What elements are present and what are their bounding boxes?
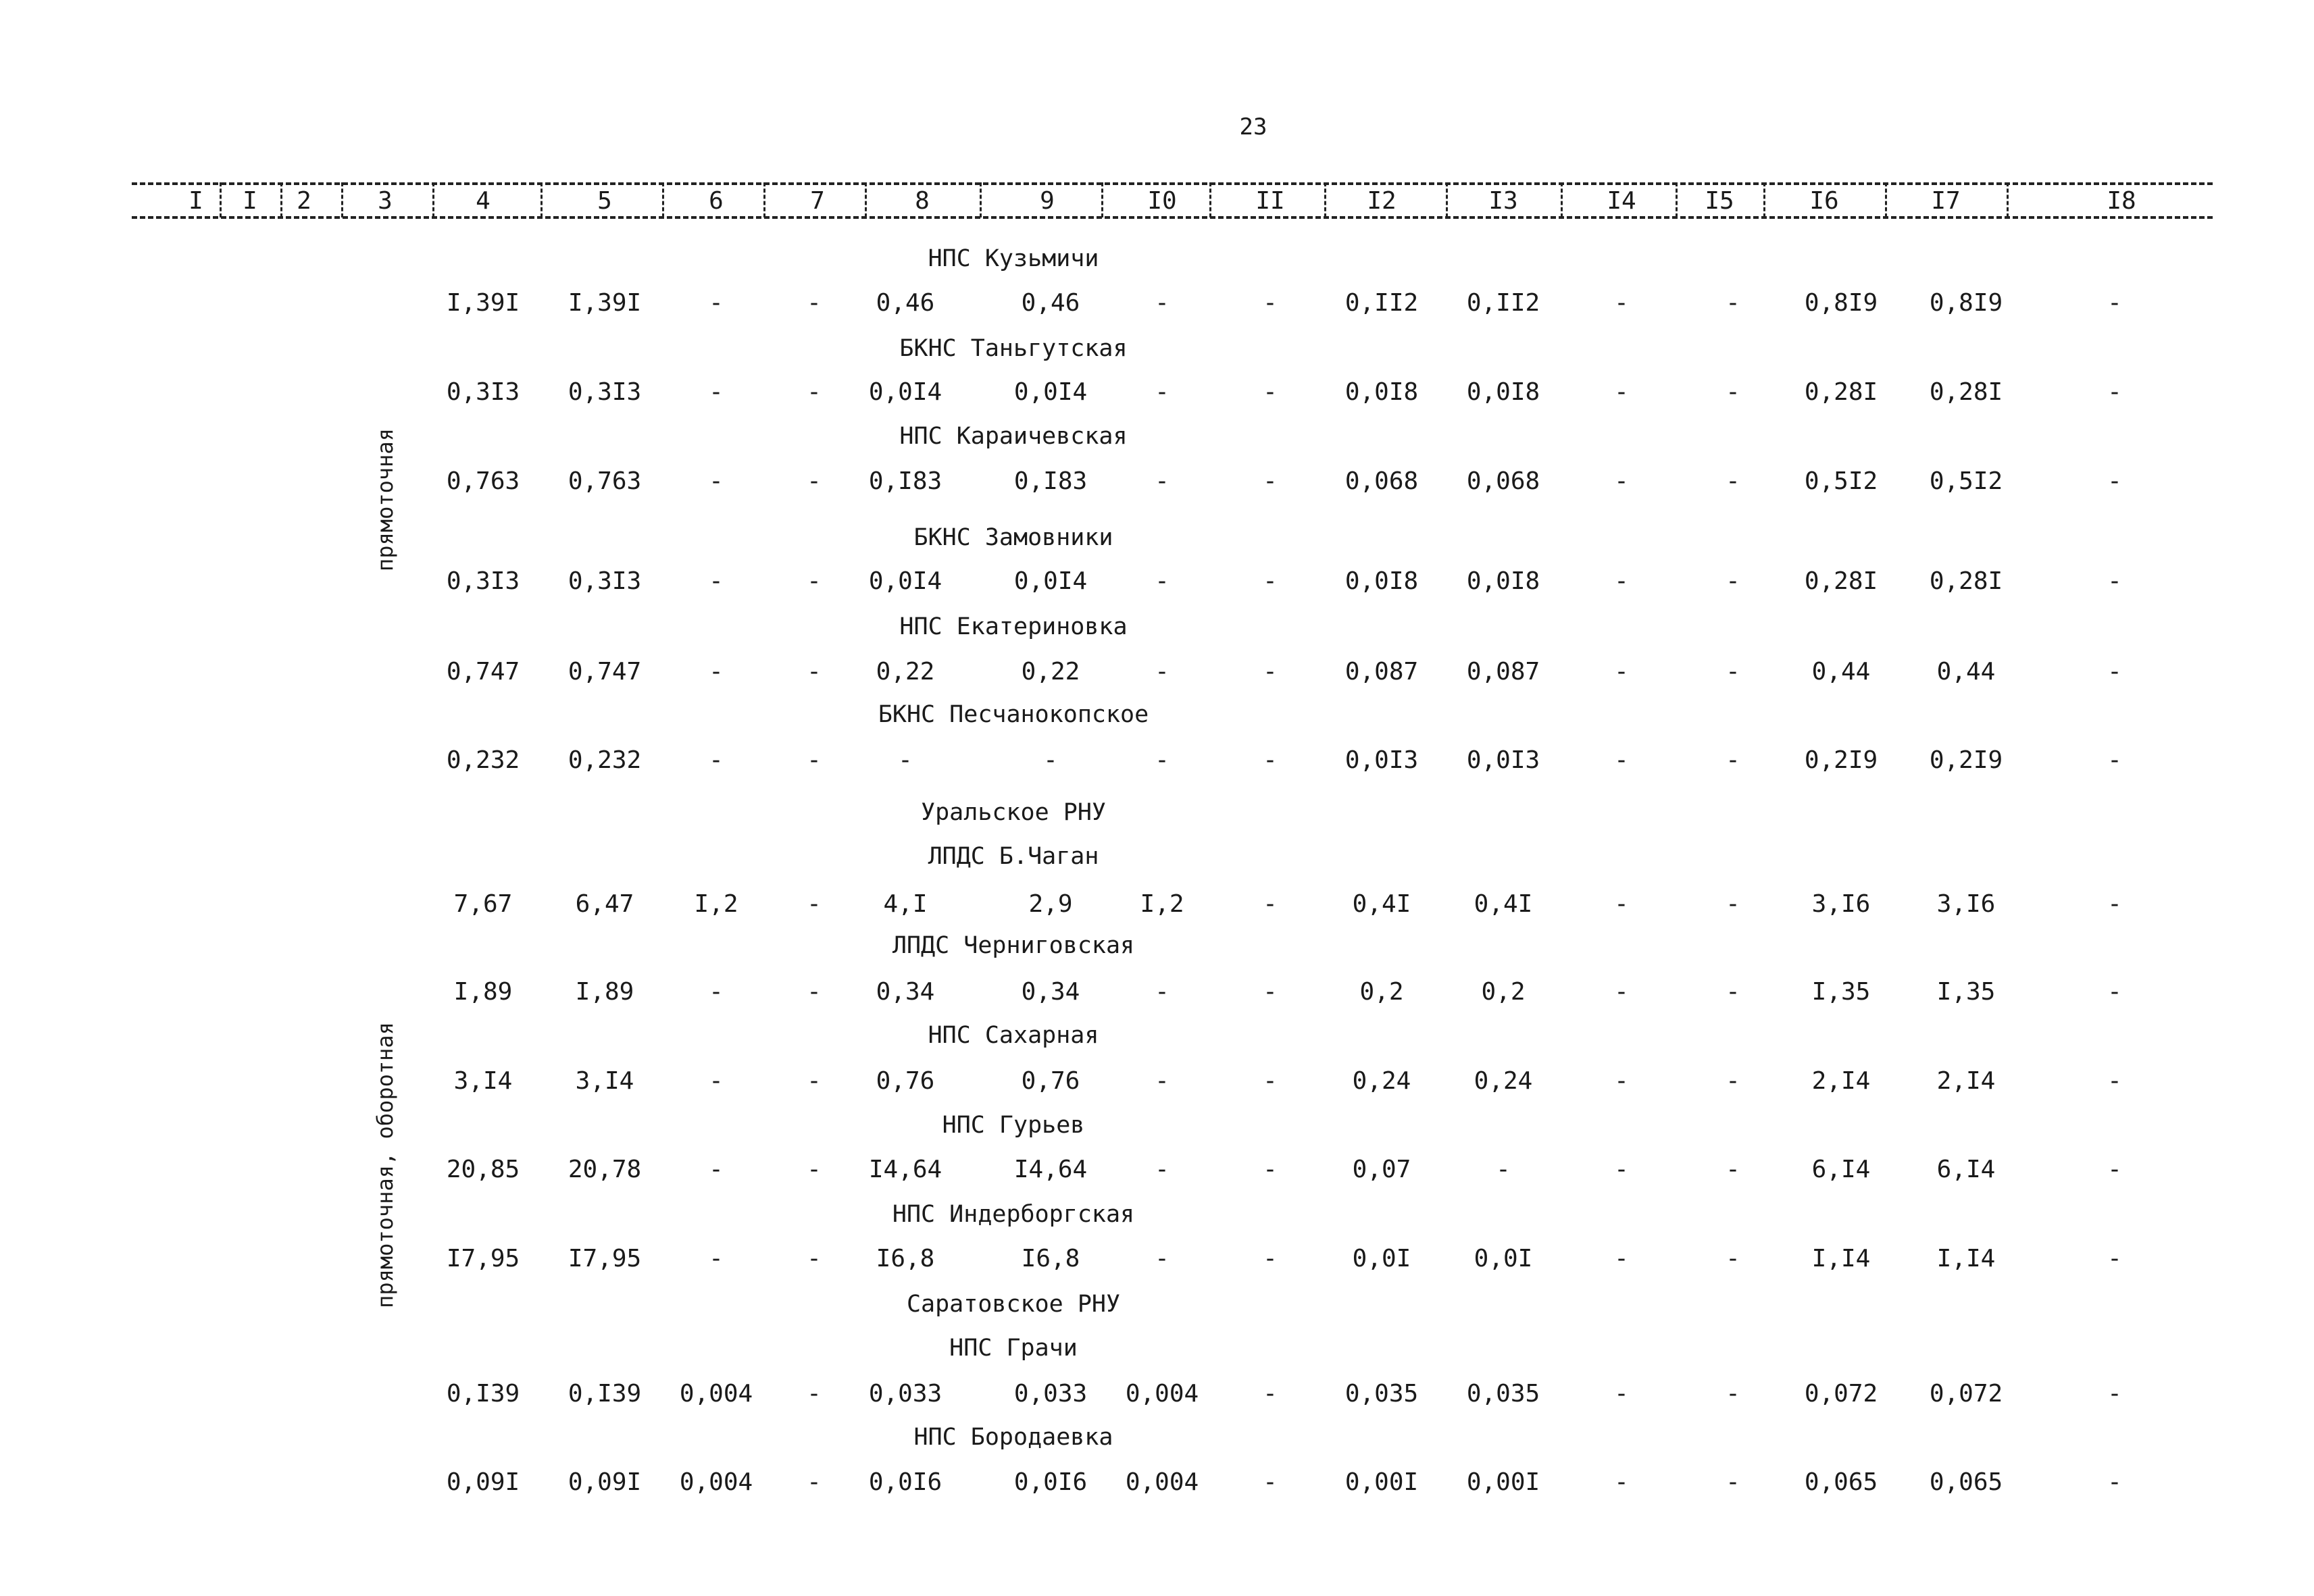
- table-cell-value: 0,0I6: [868, 1468, 942, 1496]
- table-cell-value: -: [2107, 567, 2122, 595]
- table-cell-value: I,2: [1140, 890, 1184, 918]
- table-cell-value: 0,44: [1936, 658, 1996, 686]
- column-header-9: 8: [911, 188, 934, 215]
- table-cell-value: -: [807, 1067, 822, 1095]
- table-cell-value: -: [1155, 1156, 1169, 1183]
- table-cell-value: I,35: [1811, 978, 1871, 1006]
- station-name-text: Уральское РНУ: [921, 799, 1106, 826]
- table-cell-value: 2,I4: [1811, 1067, 1871, 1095]
- table-cell-value: 0,28I: [1929, 567, 2003, 595]
- table-cell-value: I,89: [575, 978, 634, 1006]
- table-cell-value: -: [1263, 1245, 1278, 1272]
- table-cell-value: -: [807, 378, 822, 406]
- table-cell-value: -: [1726, 378, 1740, 406]
- table-cell-value: 0,09I: [446, 1468, 520, 1496]
- table-cell-value: -: [1726, 890, 1740, 918]
- table-cell-value: 0,0I4: [1013, 378, 1088, 406]
- table-cell-value: 0,0I: [1474, 1245, 1533, 1272]
- table-cell-value: -: [1726, 658, 1740, 686]
- table-cell-value: -: [1263, 567, 1278, 595]
- table-cell-value: I4,64: [1013, 1156, 1088, 1183]
- column-header-13: I2: [1363, 188, 1400, 215]
- station-name-text: НПС Кузьмичи: [928, 245, 1099, 272]
- table-cell-value: 0,033: [1013, 1380, 1088, 1408]
- table-cell-value: -: [1726, 467, 1740, 495]
- table-cell-value: -: [807, 1468, 822, 1496]
- table-cell-value: -: [1614, 1245, 1629, 1272]
- table-cell-value: I,I4: [1811, 1245, 1871, 1272]
- table-cell-value: -: [898, 746, 913, 774]
- table-cell-value: 0,00I: [1466, 1468, 1540, 1496]
- column-header-1: I: [184, 188, 207, 215]
- table-cell-value: 0,0I3: [1344, 746, 1419, 774]
- table-cell-value: -: [1263, 746, 1278, 774]
- table-cell-value: 0,0I3: [1466, 746, 1540, 774]
- table-cell-value: -: [1726, 978, 1740, 1006]
- table-cell-value: -: [1155, 467, 1169, 495]
- table-cell-value: 2,9: [1028, 890, 1073, 918]
- table-cell-value: 3,I6: [1936, 890, 1996, 918]
- table-cell-value: -: [1726, 1468, 1740, 1496]
- table-cell-value: 0,0I4: [868, 378, 942, 406]
- table-cell-value: 3,I6: [1811, 890, 1871, 918]
- table-cell-value: 0,065: [1804, 1468, 1878, 1496]
- table-cell-value: 0,0I6: [1013, 1468, 1088, 1496]
- section-label-text: прямоточная: [372, 428, 398, 571]
- table-cell-value: 7,67: [453, 890, 513, 918]
- station-name-text: Саратовское РНУ: [906, 1291, 1121, 1318]
- table-cell-value: 0,8I9: [1804, 289, 1878, 317]
- table-cell-value: -: [1263, 467, 1278, 495]
- table-cell-value: -: [1263, 658, 1278, 686]
- table-cell-value: 0,4I: [1474, 890, 1533, 918]
- table-cell-value: -: [807, 1156, 822, 1183]
- station-name-text: БКНС Песчанокопское: [878, 701, 1149, 728]
- table-cell-value: 0,2: [1359, 978, 1404, 1006]
- table-cell-value: -: [1726, 1380, 1740, 1408]
- column-header-3: 2: [293, 188, 316, 215]
- table-cell-value: -: [2107, 890, 2122, 918]
- table-cell-value: 0,I39: [568, 1380, 642, 1408]
- table-cell-value: -: [807, 467, 822, 495]
- table-cell-value: 0,232: [446, 746, 520, 774]
- table-cell-value: I7,95: [446, 1245, 520, 1272]
- table-cell-value: -: [1726, 567, 1740, 595]
- table-cell-value: -: [2107, 1156, 2122, 1183]
- table-cell-value: -: [1614, 1468, 1629, 1496]
- table-cell-value: I7,95: [568, 1245, 642, 1272]
- table-cell-value: 0,072: [1804, 1380, 1878, 1408]
- table-cell-value: 0,44: [1811, 658, 1871, 686]
- table-cell-value: -: [1263, 378, 1278, 406]
- table-cell-value: 2,I4: [1936, 1067, 1996, 1095]
- station-name-text: ЛПДС Черниговская: [892, 932, 1135, 959]
- column-header-5: 4: [472, 188, 495, 215]
- column-header-4: 3: [374, 188, 397, 215]
- table-cell-value: -: [709, 978, 724, 1006]
- station-name-text: НПС Гурьев: [942, 1112, 1085, 1139]
- table-cell-value: -: [1614, 289, 1629, 317]
- station-name-text: НПС Индерборгская: [892, 1201, 1135, 1228]
- table-cell-value: -: [1155, 658, 1169, 686]
- table-cell-value: -: [1726, 289, 1740, 317]
- table-cell-value: 0,22: [876, 658, 935, 686]
- station-name-text: НПС Бородаевка: [913, 1424, 1113, 1451]
- table-cell-value: I,35: [1936, 978, 1996, 1006]
- table-cell-value: -: [2107, 1380, 2122, 1408]
- table-cell-value: 0,0I8: [1344, 567, 1419, 595]
- table-cell-value: 0,I83: [868, 467, 942, 495]
- table-cell-value: -: [1614, 1156, 1629, 1183]
- table-cell-value: 0,0I: [1352, 1245, 1411, 1272]
- table-cell-value: -: [1263, 1067, 1278, 1095]
- table-cell-value: -: [807, 1380, 822, 1408]
- table-cell-value: -: [709, 658, 724, 686]
- table-cell-value: -: [1263, 890, 1278, 918]
- column-header-17: I6: [1805, 188, 1842, 215]
- table-cell-value: -: [1614, 567, 1629, 595]
- table-cell-value: 0,3I3: [568, 567, 642, 595]
- table-cell-value: 0,0I8: [1344, 378, 1419, 406]
- table-cell-value: 0,00I: [1344, 1468, 1419, 1496]
- section-label-text: прямоточная, оборотная: [372, 1022, 398, 1308]
- table-cell-value: 6,47: [575, 890, 634, 918]
- table-cell-value: -: [2107, 658, 2122, 686]
- table-cell-value: 0,28I: [1804, 567, 1878, 595]
- table-cell-value: 0,I39: [446, 1380, 520, 1408]
- table-cell-value: 0,22: [1021, 658, 1080, 686]
- table-cell-value: -: [1155, 1245, 1169, 1272]
- table-cell-value: I6,8: [1021, 1245, 1080, 1272]
- table-cell-value: 0,747: [568, 658, 642, 686]
- table-cell-value: -: [1726, 1245, 1740, 1272]
- table-cell-value: 6,I4: [1811, 1156, 1871, 1183]
- column-header-2: I: [238, 188, 261, 215]
- table-cell-value: 0,28I: [1804, 378, 1878, 406]
- table-cell-value: 0,II2: [1466, 289, 1540, 317]
- table-cell-value: 0,2I9: [1804, 746, 1878, 774]
- table-cell-value: -: [1263, 1380, 1278, 1408]
- column-header-6: 5: [593, 188, 616, 215]
- table-cell-value: -: [709, 467, 724, 495]
- table-cell-value: 0,747: [446, 658, 520, 686]
- table-cell-value: 0,004: [1125, 1380, 1199, 1408]
- table-cell-value: -: [807, 978, 822, 1006]
- column-header-8: 7: [806, 188, 829, 215]
- table-cell-value: -: [1263, 978, 1278, 1006]
- table-cell-value: 0,087: [1344, 658, 1419, 686]
- table-cell-value: 0,76: [1021, 1067, 1080, 1095]
- table-cell-value: -: [1726, 1067, 1740, 1095]
- column-header-12: II: [1251, 188, 1288, 215]
- table-cell-value: 0,76: [876, 1067, 935, 1095]
- station-name-text: ЛПДС Б.Чаган: [928, 843, 1099, 870]
- table-cell-value: 0,II2: [1344, 289, 1419, 317]
- table-cell-value: 0,065: [1929, 1468, 2003, 1496]
- table-cell-value: -: [1155, 978, 1169, 1006]
- table-cell-value: 0,033: [868, 1380, 942, 1408]
- table-cell-value: 0,0I8: [1466, 378, 1540, 406]
- table-cell-value: -: [807, 1245, 822, 1272]
- table-cell-value: -: [709, 1156, 724, 1183]
- table-cell-value: -: [1614, 1380, 1629, 1408]
- table-cell-value: -: [1726, 746, 1740, 774]
- table-cell-value: 0,763: [446, 467, 520, 495]
- table-cell-value: 0,4I: [1352, 890, 1411, 918]
- table-cell-value: 0,0I4: [868, 567, 942, 595]
- table-cell-value: -: [1263, 1156, 1278, 1183]
- table-cell-value: 0,004: [679, 1468, 753, 1496]
- table-cell-value: I,39I: [446, 289, 520, 317]
- station-name-text: БКНС Таньгутская: [899, 335, 1128, 362]
- table-cell-value: I,2: [694, 890, 738, 918]
- column-header-7: 6: [705, 188, 728, 215]
- table-cell-value: -: [807, 658, 822, 686]
- table-cell-value: 0,2I9: [1929, 746, 2003, 774]
- table-cell-value: -: [1155, 289, 1169, 317]
- table-cell-value: 0,5I2: [1929, 467, 2003, 495]
- table-cell-value: -: [709, 1067, 724, 1095]
- table-cell-value: 4,I: [883, 890, 928, 918]
- table-cell-value: -: [2107, 289, 2122, 317]
- table-cell-value: 0,004: [1125, 1468, 1199, 1496]
- table-cell-value: 0,087: [1466, 658, 1540, 686]
- table-cell-value: -: [807, 289, 822, 317]
- table-cell-value: -: [1614, 467, 1629, 495]
- column-header-11: I0: [1143, 188, 1180, 215]
- table-cell-value: 3,I4: [575, 1067, 634, 1095]
- table-cell-value: -: [1155, 567, 1169, 595]
- table-cell-value: I,89: [453, 978, 513, 1006]
- table-cell-value: 0,46: [876, 289, 935, 317]
- table-cell-value: -: [1614, 978, 1629, 1006]
- table-cell-value: -: [709, 746, 724, 774]
- table-cell-value: -: [709, 378, 724, 406]
- table-cell-value: 0,07: [1352, 1156, 1411, 1183]
- page-number: 23: [1239, 113, 1267, 140]
- table-cell-value: -: [2107, 1245, 2122, 1272]
- table-cell-value: -: [709, 1245, 724, 1272]
- table-cell-value: 0,34: [1021, 978, 1080, 1006]
- table-cell-value: 0,004: [679, 1380, 753, 1408]
- table-cell-value: I,39I: [568, 289, 642, 317]
- table-cell-value: 0,035: [1344, 1380, 1419, 1408]
- table-cell-value: 0,2: [1481, 978, 1526, 1006]
- table-cell-value: -: [1155, 378, 1169, 406]
- table-cell-value: -: [1614, 746, 1629, 774]
- table-cell-value: 0,068: [1466, 467, 1540, 495]
- table-cell-value: -: [1614, 658, 1629, 686]
- table-cell-value: 20,85: [446, 1156, 520, 1183]
- station-name-text: НПС Караичевская: [899, 423, 1128, 450]
- table-cell-value: I6,8: [876, 1245, 935, 1272]
- table-cell-value: -: [1043, 746, 1058, 774]
- table-cell-value: -: [1614, 1067, 1629, 1095]
- table-cell-value: 0,0I8: [1466, 567, 1540, 595]
- table-cell-value: -: [1614, 890, 1629, 918]
- table-cell-value: -: [709, 289, 724, 317]
- table-cell-value: 0,09I: [568, 1468, 642, 1496]
- table-cell-value: 0,3I3: [446, 378, 520, 406]
- table-cell-value: -: [2107, 978, 2122, 1006]
- column-header-15: I4: [1603, 188, 1640, 215]
- table-cell-value: 0,46: [1021, 289, 1080, 317]
- table-cell-value: I4,64: [868, 1156, 942, 1183]
- table-cell-value: 0,5I2: [1804, 467, 1878, 495]
- table-cell-value: -: [807, 567, 822, 595]
- table-cell-value: 20,78: [568, 1156, 642, 1183]
- table-cell-value: 0,I83: [1013, 467, 1088, 495]
- table-cell-value: 0,24: [1474, 1067, 1533, 1095]
- table-cell-value: 0,763: [568, 467, 642, 495]
- table-cell-value: 0,28I: [1929, 378, 2003, 406]
- table-cell-value: -: [1614, 378, 1629, 406]
- table-cell-value: -: [1263, 289, 1278, 317]
- station-name-text: БКНС Замовники: [913, 524, 1113, 551]
- table-cell-value: 3,I4: [453, 1067, 513, 1095]
- table-cell-value: -: [1155, 1067, 1169, 1095]
- table-cell-value: -: [2107, 746, 2122, 774]
- table-cell-value: 0,24: [1352, 1067, 1411, 1095]
- table-cell-value: -: [1496, 1156, 1511, 1183]
- table-cell-value: 0,072: [1929, 1380, 2003, 1408]
- table-cell-value: -: [709, 567, 724, 595]
- table-cell-value: -: [1155, 746, 1169, 774]
- table-cell-value: 0,068: [1344, 467, 1419, 495]
- table-cell-value: -: [1263, 1468, 1278, 1496]
- table-cell-value: 0,34: [876, 978, 935, 1006]
- table-cell-value: -: [2107, 467, 2122, 495]
- column-header-16: I5: [1701, 188, 1738, 215]
- column-header-10: 9: [1036, 188, 1059, 215]
- table-cell-value: 0,0I4: [1013, 567, 1088, 595]
- table-cell-value: 0,3I3: [568, 378, 642, 406]
- table-cell-value: 6,I4: [1936, 1156, 1996, 1183]
- table-cell-value: -: [2107, 378, 2122, 406]
- table-cell-value: 0,8I9: [1929, 289, 2003, 317]
- table-cell-value: -: [1726, 1156, 1740, 1183]
- table-cell-value: -: [2107, 1468, 2122, 1496]
- table-cell-value: 0,232: [568, 746, 642, 774]
- station-name-text: НПС Грачи: [949, 1335, 1078, 1362]
- table-cell-value: I,I4: [1936, 1245, 1996, 1272]
- table-cell-value: 0,3I3: [446, 567, 520, 595]
- table-cell-value: -: [807, 890, 822, 918]
- table-cell-value: -: [807, 746, 822, 774]
- station-name-text: НПС Екатериновка: [899, 613, 1128, 640]
- station-name-text: НПС Сахарная: [928, 1022, 1099, 1049]
- table-cell-value: 0,035: [1466, 1380, 1540, 1408]
- column-header-19: I8: [2103, 188, 2140, 215]
- column-header-14: I3: [1484, 188, 1521, 215]
- column-header-18: I7: [1927, 188, 1964, 215]
- table-cell-value: -: [2107, 1067, 2122, 1095]
